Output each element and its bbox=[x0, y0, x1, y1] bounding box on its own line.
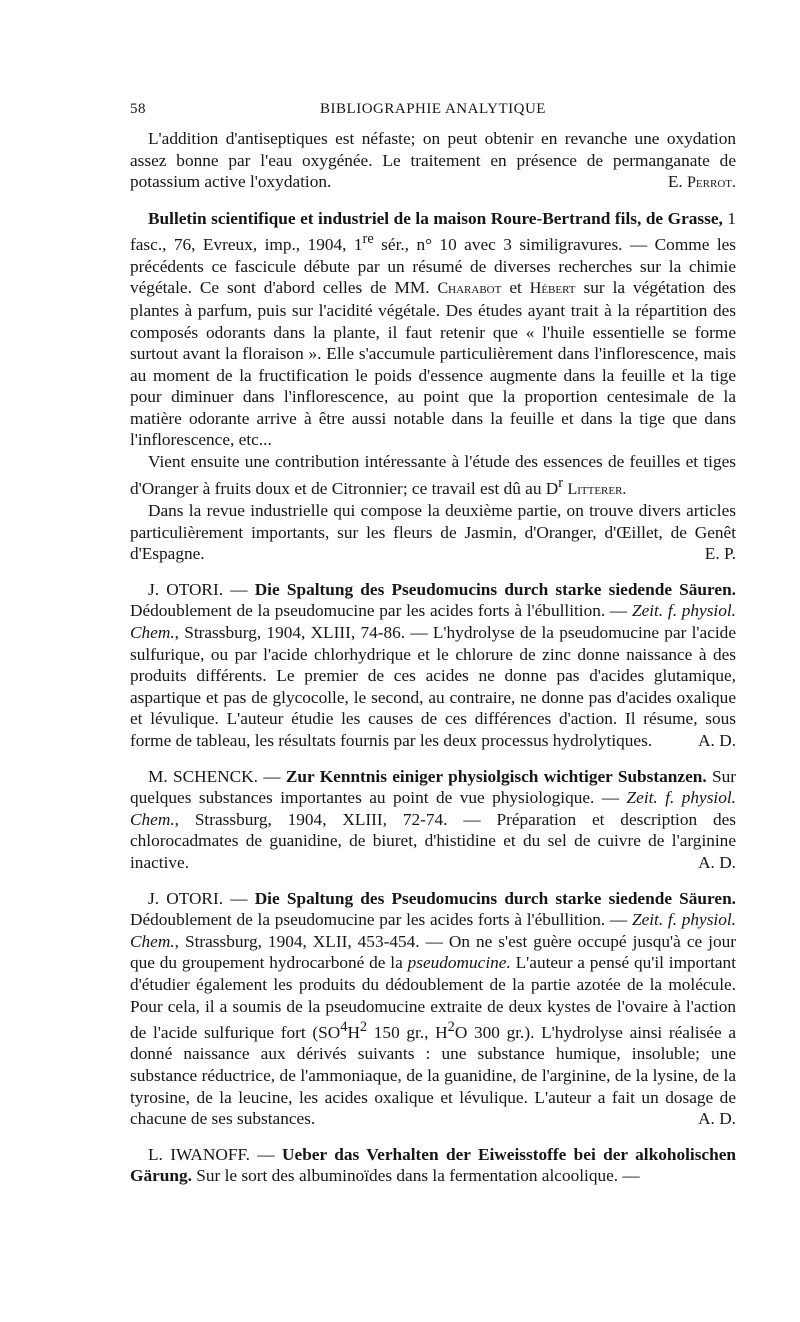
superscript: re bbox=[362, 231, 374, 248]
superscript: 2 bbox=[447, 1019, 455, 1036]
journal-name: Zeit. f. physiol. Chem. bbox=[130, 601, 736, 642]
entry-text: sur la végétation des plantes à parfum, puis sur l'acidité végétale. Des études ayant trait à la répartition des composés odorants dans la plante, il faut retenir que « l'huile essentielle se forme surtout avant la floraison ». Elle s'accumule particulièrement dans l'inflorescence, mais au moment de la fructification le poids d'essence augmente dans la feuille et la tige pour diminuer dans l'inflorescence, au point que la proportion centesimale de la matière odorante arrive à être aussi notable dans la feuille et dans la tige que dans l'inflorescence, etc... bbox=[130, 278, 736, 450]
paragraph-text: Vient ensuite une contribution intéressante à l'étude des essences de feuilles et tiges d'Oranger à fruits doux et de Citronnier; ce travail est dû au D bbox=[130, 452, 736, 498]
entry-iwanoff bbox=[130, 1144, 736, 1187]
paragraph-text: Dans la revue industrielle qui compose la deuxième partie, on trouve divers articles particulièrement importants, sur les fleurs de Jasmin, d'Oranger, d'Œillet, de Genêt d'Espagne. bbox=[130, 501, 736, 564]
entry-text: L'auteur a pensé qu'il important d'étudier également les produits du dédoublement de la partie azotée de la molécule. Pour cela, il a soumis de la pseudomucine extraite de deux kystes de l'ovaire à l'action de l'acide sulfurique fort (SO bbox=[130, 953, 736, 1042]
entry-otori-1 bbox=[130, 579, 736, 752]
entry-title: Die Spaltung des Pseudomucins durch starke siedende Säuren. bbox=[254, 888, 736, 908]
signature-initial: E. bbox=[667, 172, 688, 192]
entry-text: , Strassburg, 1904, XLIII, 74-86. — L'hydrolyse de la pseudomucine par l'acide sulfurique, ou par l'acide chlorhydrique et le chlorure de zinc donne naissance à des produits différents. Le premier de ces acides ne donne pas d'acides glutamique, aspartique et pas de glycocolle, le second, au contraire, ne donne pas d'acides oxalique et lévulique. L'auteur étudie les causes de ces différences d'action. Il résume, sous forme de tableau, les résultats fournis par les deux processus hydrolytiques. bbox=[130, 623, 736, 750]
entry-text: 1 fasc., 76, Evreux, imp., 1904, 1 bbox=[130, 208, 736, 255]
author-name: Charabot bbox=[437, 280, 502, 298]
superscript: r bbox=[558, 474, 564, 491]
superscript: 4 bbox=[340, 1019, 348, 1036]
entry-text: Sur le sort des albuminoïdes dans la fermentation alcoolique. — bbox=[191, 1166, 640, 1186]
entry-otori-2 bbox=[130, 888, 736, 1130]
entry-text: , Strassburg, 1904, XLII, 453-454. — On ne s'est guère occupé jusqu'à ce jour que du groupement hydrocarboné de la bbox=[130, 931, 736, 973]
signature: A. D. bbox=[698, 730, 736, 750]
signature: A. D. bbox=[698, 1109, 736, 1129]
entry-text: Sur quelques substances importantes au point de vue physiologique. — bbox=[130, 766, 736, 808]
entry-author: J. OTORI. — bbox=[148, 579, 255, 599]
entry-bulletin bbox=[130, 208, 736, 451]
entry-text: O 300 gr.). L'hydrolyse ainsi réalisée a donné naissance aux dérivés suivants : une substance humique, insoluble; une substance réductrice, de l'ammoniaque, de la guanidine, de l'arginine, de la lysine, de la tyrosine, de la leucine, les acides oxalique et lévulique. L'auteur a fait un dosage de chacune de ses substances. bbox=[130, 1022, 736, 1129]
entry-author: J. OTORI. — bbox=[148, 888, 255, 908]
entry-text: sér., n° 10 avec 3 similigravures. — Comme les précédents ce fascicule débute par un résumé de diverses recherches sur la chimie végétale. Ce sont d'abord celles de MM. bbox=[130, 235, 737, 298]
running-header bbox=[130, 101, 736, 123]
entry-paragraph bbox=[130, 500, 736, 565]
author-name: Litterer. bbox=[567, 480, 627, 498]
signature: A. D. bbox=[698, 852, 736, 872]
running-head-title: BIBLIOGRAPHIE ANALYTIQUE bbox=[320, 101, 546, 117]
page-body bbox=[130, 128, 736, 1187]
entry-text: 150 gr., H bbox=[367, 1022, 448, 1042]
journal-name: Zeit. f. physiol. Chem. bbox=[130, 910, 736, 951]
entry-text: Dédoublement de la pseudomucine par les acides forts à l'ébullition. — bbox=[130, 601, 632, 621]
entry-title: Ueber das Verhalten der Eiweisstoffe bei der alkoholischen Gärung. bbox=[130, 1144, 736, 1186]
entry-title: Bulletin scientifique et industriel de la maison Roure-Bertrand fils, de Grasse, bbox=[148, 208, 723, 228]
entry-paragraph bbox=[130, 128, 736, 194]
entry-author: M. SCHENCK. — bbox=[148, 766, 286, 786]
entry-text: et bbox=[501, 278, 530, 298]
superscript: 2 bbox=[359, 1019, 368, 1036]
entry-title: Zur Kenntnis einiger physiolgisch wichtiger Substanzen. bbox=[285, 766, 707, 786]
signature: E. P. bbox=[704, 544, 736, 564]
author-name: Hébert bbox=[529, 280, 576, 298]
page-number: 58 bbox=[130, 101, 146, 117]
entry-text: H bbox=[347, 1022, 360, 1042]
signature bbox=[650, 171, 736, 194]
entry-schenck bbox=[130, 766, 736, 874]
entry-title: Die Spaltung des Pseudomucins durch starke siedende Säuren. bbox=[254, 579, 736, 599]
paragraph-text: L'addition d'antiseptiques est néfaste; on peut obtenir en revanche une oxydation assez bonne par l'eau oxygénée. Le traitement en présence de permanganate de potassium active l'oxydation. bbox=[130, 129, 736, 192]
entry-text: Dédoublement de la pseudomucine par les acides forts à l'ébullition. — bbox=[130, 910, 632, 930]
entry-author: L. IWANOFF. — bbox=[148, 1144, 283, 1164]
italic-term: pseudomucine. bbox=[407, 953, 511, 973]
signature-name: Perrot. bbox=[687, 174, 736, 192]
entry-paragraph bbox=[130, 451, 736, 500]
journal-name: Zeit. f. physiol. Chem. bbox=[130, 788, 736, 829]
entry-text: , Strassburg, 1904, XLIII, 72-74. — Préparation et description des chlorocadmates de guanidine, de biuret, d'histidine et du sel de cuivre de l'arginine inactive. bbox=[130, 809, 736, 872]
